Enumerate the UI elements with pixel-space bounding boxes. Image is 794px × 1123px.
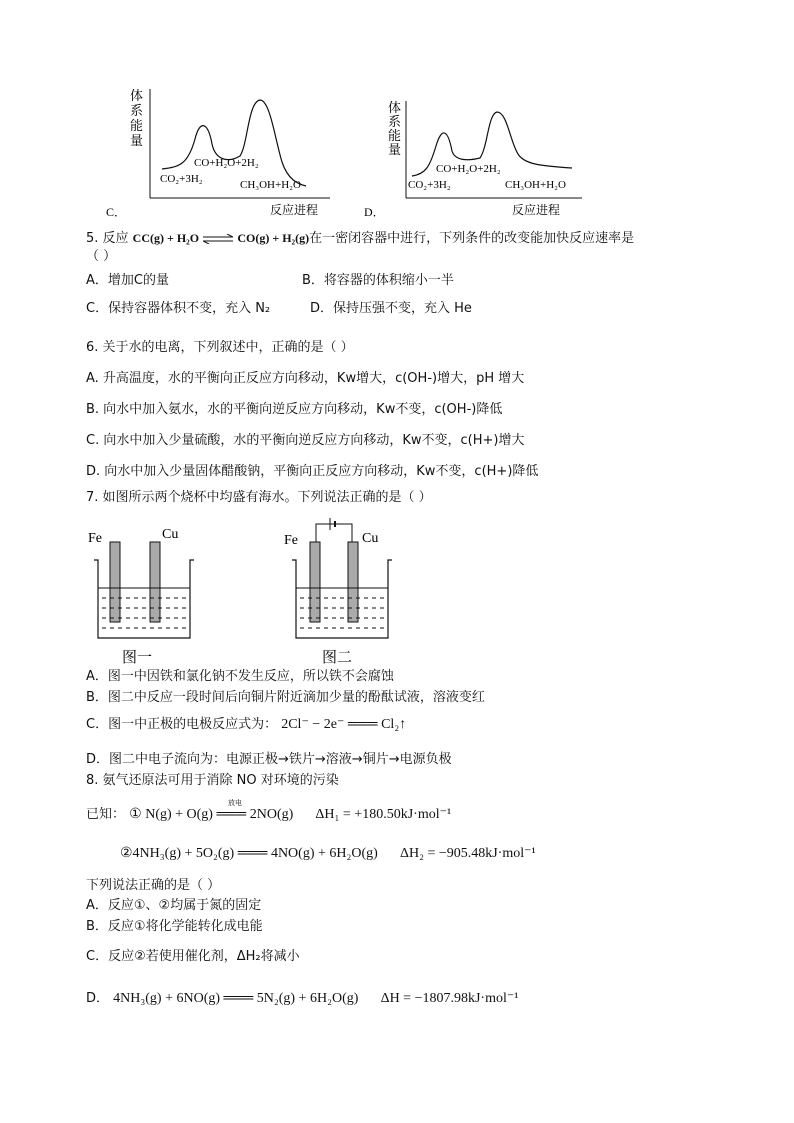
- q8-eq2: ②4NH₃(g) + 5O₂(g) ═══ 4NO(g) + 6H₂O(g): [120, 846, 378, 861]
- q5-stem: [86, 229, 634, 248]
- q7-option-c-equation: 2Cl⁻ − 2e⁻ ═══ Cl₂↑: [281, 717, 407, 732]
- xaxis-label: 反应进程: [270, 203, 319, 217]
- q8-option-d-dh: ΔH = −1807.98kJ·mol⁻¹: [380, 991, 519, 1006]
- known-label: 已知：: [86, 807, 126, 822]
- q5-option-a: A．增加C的量: [86, 273, 169, 288]
- beaker-figure-2: [282, 512, 412, 668]
- energy-diagram-c: [100, 84, 340, 224]
- q6-option-c: C. 向水中加入少量硫酸，水的平衡向逆反应方向移动，Kw不变，c(H+)增大: [86, 433, 525, 448]
- q7-option-b: B．图二中反应一段时间后向铜片附近滴加少量的酚酞试液，溶液变红: [86, 690, 485, 705]
- q5-option-c: C．保持容器体积不变，充入 N₂: [86, 301, 271, 316]
- q7-option-c: [86, 716, 406, 734]
- electrode-label-fe: Fe: [284, 533, 298, 548]
- figure-caption: 图一: [122, 650, 153, 666]
- q7-option-a: A．图一中因铁和氯化钠不发生反应，所以铁不会腐蚀: [86, 669, 394, 684]
- xaxis-label: 反应进程: [512, 203, 561, 217]
- reversible-arrow-icon: [203, 234, 233, 244]
- q5-option-d: D．保持压强不变，充入 He: [310, 301, 472, 316]
- electrode-label-fe: Fe: [88, 531, 102, 546]
- discharge-condition-label: 放电: [228, 799, 242, 807]
- q5-option-b: B．将容器的体积缩小一半: [302, 273, 454, 288]
- q8-option-d-prefix: D．: [86, 991, 110, 1006]
- q6-stem: 6. 关于水的电离，下列叙述中，正确的是（ ）: [86, 340, 354, 355]
- q5-eq-left: CC(g) + H₂O: [132, 231, 200, 245]
- q8-option-a: A．反应①、②均属于氮的固定: [86, 898, 262, 913]
- yaxis-char: 能: [388, 128, 402, 143]
- q6-option-b: B. 向水中加入氨水，水的平衡向逆反应方向移动，Kw不变，c(OH-)降低: [86, 402, 503, 417]
- q5-stem-b: 在一密闭容器中进行，下列条件的改变能加快反应速率是: [309, 231, 635, 246]
- q5-stem-a: 5. 反应: [86, 231, 133, 246]
- yaxis-char: 体: [130, 88, 144, 103]
- yaxis-char: 量: [388, 142, 402, 157]
- q8-ask: 下列说法正确的是（ ）: [86, 878, 221, 893]
- q5-eq-right: CO(g) + H₂(g): [237, 231, 310, 245]
- q5-paren: （ ）: [86, 249, 117, 264]
- q8-dh1: ΔH₁ = +180.50kJ·mol⁻¹: [315, 807, 452, 822]
- intermediate-label: CO+H₂O+2H₂: [194, 157, 259, 169]
- product-label: CH₃OH+H₂O: [240, 179, 301, 191]
- q7-option-d: D．图二中电子流向为：电源正极→铁片→溶液→铜片→电源负极: [86, 752, 452, 767]
- reactant-label: CO₂+3H₂: [160, 173, 203, 185]
- q7-stem: 7. 如图所示两个烧杯中均盛有海水。下列说法正确的是（ ）: [86, 490, 432, 505]
- option-c-label: C．: [106, 205, 127, 219]
- yaxis-char: 体: [388, 100, 402, 115]
- q8-eq1: ① N(g) + O(g) ═══ 2NO(g): [129, 807, 294, 822]
- yaxis-char: 能: [130, 118, 144, 133]
- yaxis-char: 系: [130, 103, 144, 118]
- q8-option-b: B．反应①将化学能转化成电能: [86, 919, 263, 934]
- electrode-label-cu: Cu: [362, 531, 379, 546]
- q8-known-eq1: [86, 806, 451, 824]
- q7-option-c-prefix: C．图一中正极的电极反应式为：: [86, 717, 278, 732]
- yaxis-char: 系: [388, 114, 402, 129]
- q8-known-eq2: [120, 845, 536, 863]
- q8-option-d-equation: 4NH₃(g) + 6NO(g) ═══ 5N₂(g) + 6H₂O(g): [113, 991, 359, 1006]
- q8-stem: 8. 氨气还原法可用于消除 NO 对环境的污染: [86, 773, 339, 788]
- q6-option-a: A. 升高温度，水的平衡向正反应方向移动，Kw增大，c(OH-)增大，pH 增大: [86, 371, 525, 386]
- q8-dh2: ΔH₂ = −905.48kJ·mol⁻¹: [399, 846, 536, 861]
- energy-diagram-d: [360, 96, 600, 226]
- electrode-label-cu: Cu: [162, 527, 179, 542]
- product-label: CH₃OH+H₂O: [505, 179, 566, 191]
- option-d-label: D．: [364, 205, 385, 219]
- q8-option-c: C．反应②若使用催化剂，ΔH₂将减小: [86, 949, 300, 964]
- beaker-figure-1: [84, 518, 214, 668]
- intermediate-label: CO+H₂O+2H₂: [436, 163, 501, 175]
- reactant-label: CO₂+3H₂: [408, 179, 451, 191]
- q6-option-d: D. 向水中加入少量固体醋酸钠，平衡向正反应方向移动，Kw不变，c(H+)降低: [86, 464, 539, 479]
- q8-option-d: [86, 990, 518, 1008]
- figure-caption: 图二: [322, 650, 353, 666]
- yaxis-char: 量: [130, 133, 144, 148]
